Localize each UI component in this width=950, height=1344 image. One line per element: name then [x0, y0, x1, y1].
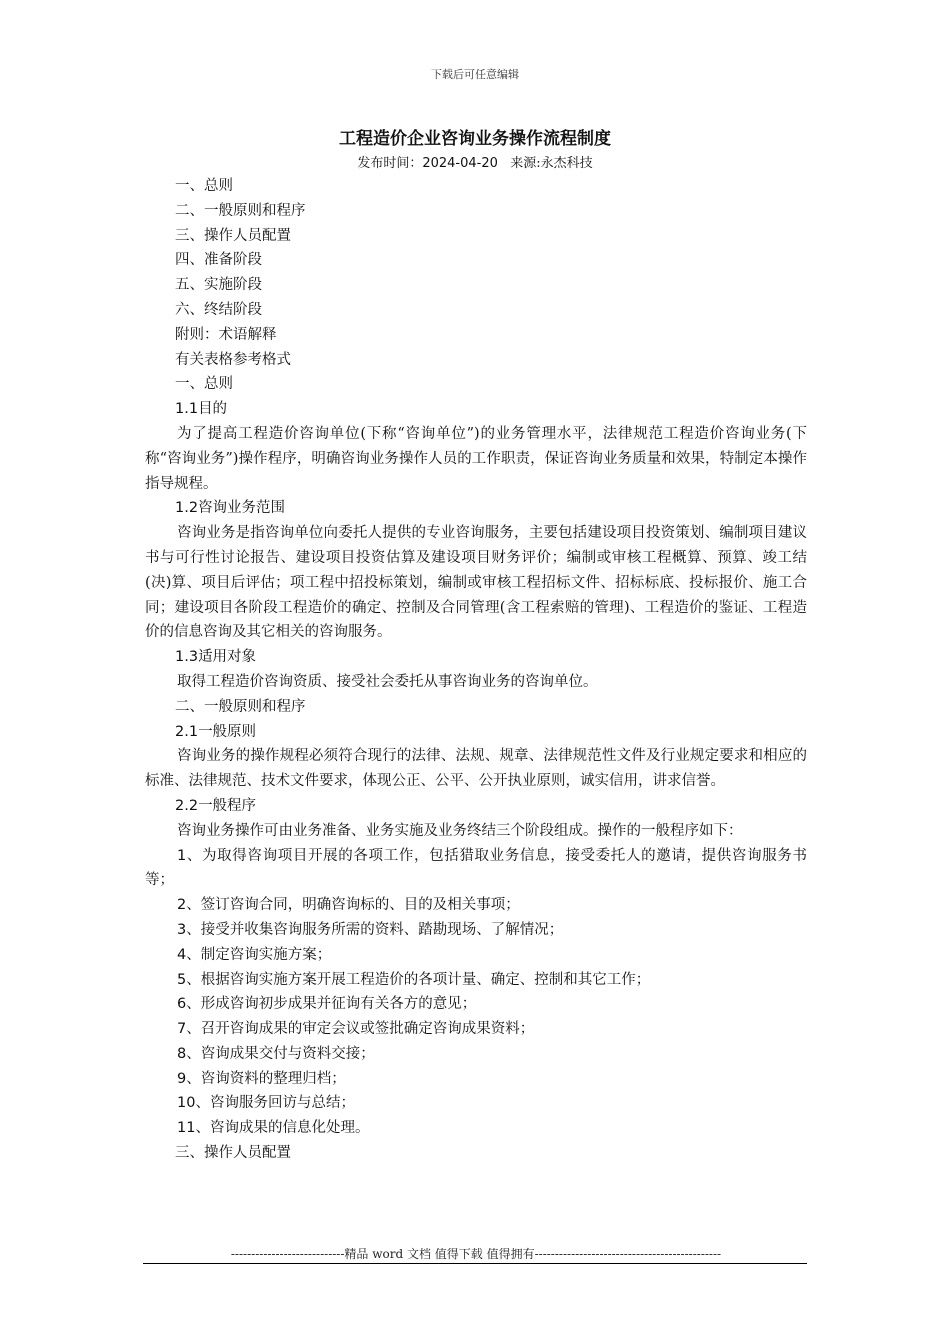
toc-item: 有关表格参考格式	[175, 351, 291, 368]
publish-date: 2024-04-20	[422, 156, 498, 171]
list-item: 11、咨询成果的信息化处理。	[177, 1120, 370, 1137]
subsection-heading: 1.2咨询业务范围	[175, 500, 286, 517]
toc-item: 四、准备阶段	[175, 252, 262, 269]
section-heading: 三、操作人员配置	[175, 1145, 291, 1162]
list-item: 7、召开咨询成果的审定会议或签批确定咨询成果资料；	[177, 1021, 535, 1038]
toc-item: 一、总则	[175, 178, 233, 194]
list-item: 6、形成咨询初步成果并征询有关各方的意见；	[177, 996, 477, 1013]
publish-label: 发布时间：	[357, 156, 423, 171]
toc-item: 五、实施阶段	[175, 277, 262, 294]
toc-item: 三、操作人员配置	[175, 227, 291, 244]
subsection-heading: 2.1一般原则	[175, 723, 257, 740]
document-body	[145, 174, 807, 1166]
paragraph: 为了提高工程造价咨询单位(下称“咨询单位”)的业务管理水平，法律规范工程造价咨询业务(下称“咨询业务”)操作程序，明确咨询业务操作人员的工作职责，保证咨询业务质量和效果，特制定本操作指导规程。	[145, 425, 807, 492]
document-title: 工程造价企业咨询业务操作流程制度	[339, 129, 611, 149]
list-item: 10、咨询服务回访与总结；	[177, 1095, 355, 1112]
footer-divider	[143, 1263, 807, 1264]
list-item: 4、制定咨询实施方案；	[177, 946, 332, 963]
list-item: 2、签订咨询合同，明确咨询标的、目的及相关事项；	[177, 897, 520, 914]
header-note: 下载后可任意编辑	[431, 68, 519, 81]
paragraph: 咨询业务的操作规程必须符合现行的法律、法规、规章、法律规范性文件及行业规定要求和相应的标准、法律规范、技术文件要求，体现公正、公平、公开执业原则，诚实信用，讲求信誉。	[145, 748, 807, 790]
source: 来源:永杰科技	[510, 156, 593, 171]
list-item: 8、咨询成果交付与资料交接；	[177, 1045, 375, 1062]
list-item: 1、为取得咨询项目开展的各项工作，包括猎取业务信息，接受委托人的邀请，提供咨询服务书等；	[145, 847, 807, 889]
toc-item: 附则：术语解释	[175, 326, 277, 343]
paragraph: 咨询业务是指咨询单位向委托人提供的专业咨询服务，主要包括建设项目投资策划、编制项目建议书与可行性讨论报告、建设项目投资估算及建设项目财务评价；编制或审核工程概算、预算、竣工结(决)算、项目后评估；项工程中招投标策划，编制或审核工程招标文件、招标标底、投标报价、施工合同；建设项目各阶段工程造价的确定、控制及合同管理(含工程索赔的管理)、工程造价的鉴证、工程造价的信息咨询及其它相关的咨询服务。	[145, 525, 807, 641]
toc-item: 六、终结阶段	[175, 301, 262, 318]
list-item: 9、咨询资料的整理归档；	[177, 1070, 346, 1087]
toc-item: 二、一般原则和程序	[175, 202, 306, 219]
subsection-heading: 1.3适用对象	[175, 649, 257, 666]
section-heading: 一、总则	[175, 376, 233, 393]
list-item: 3、接受并收集咨询服务所需的资料、踏勘现场、了解情况；	[177, 921, 564, 938]
publish-meta	[0, 152, 950, 171]
subsection-heading: 2.2一般程序	[175, 797, 257, 814]
paragraph: 咨询业务操作可由业务准备、业务实施及业务终结三个阶段组成。操作的一般程序如下：	[177, 822, 743, 839]
list-item: 5、根据咨询实施方案开展工程造价的各项计量、确定、控制和其它工作；	[177, 971, 651, 988]
section-heading: 二、一般原则和程序	[175, 698, 306, 715]
paragraph: 取得工程造价咨询资质、接受社会委托从事咨询业务的咨询单位。	[177, 673, 598, 690]
footer-note: ----------------------------精品 word 文档 值得下载 值得拥有----------------------------------------------	[230, 1247, 722, 1261]
subsection-heading: 1.1目的	[175, 401, 228, 418]
